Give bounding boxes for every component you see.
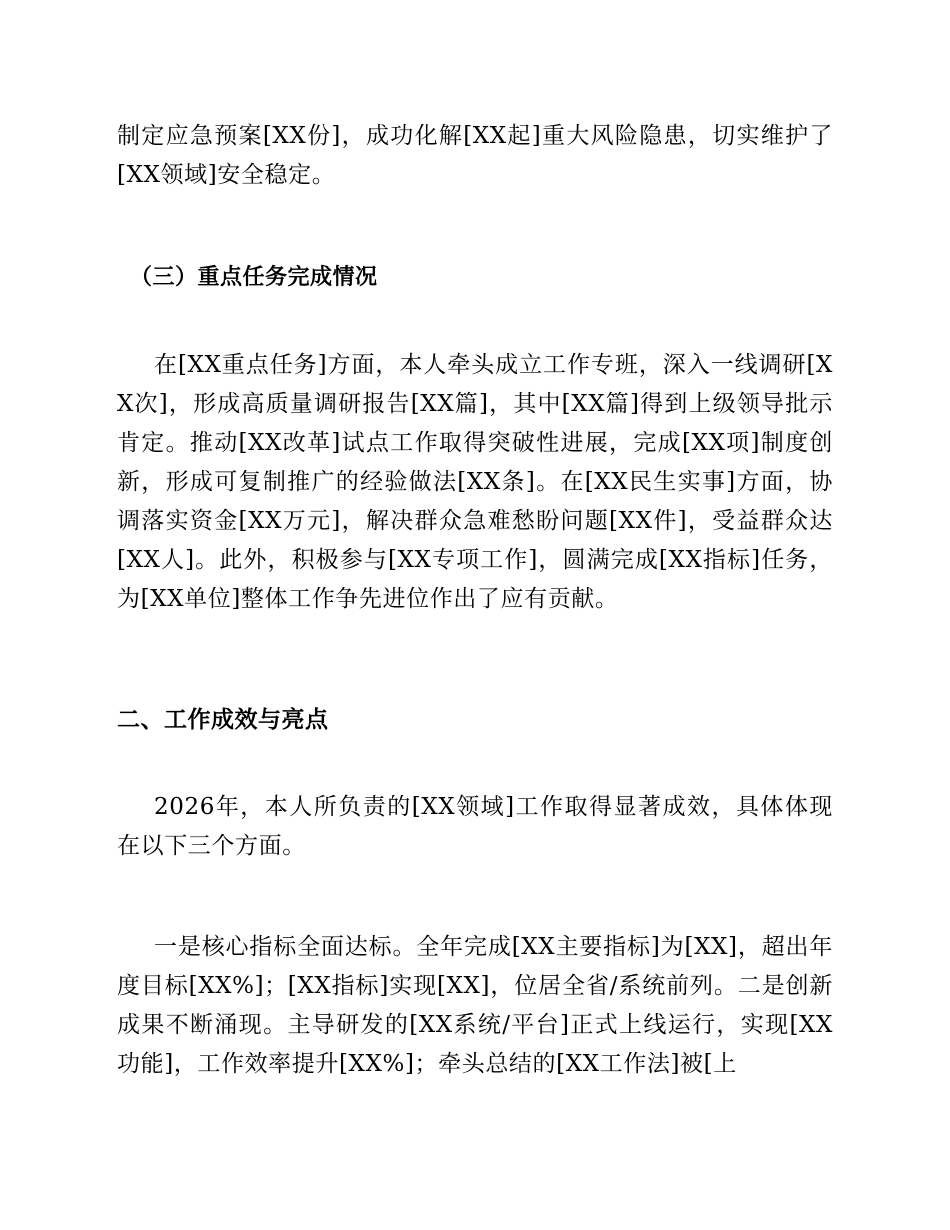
results-detail-paragraph: 一是核心指标全面达标。全年完成[XX主要指标]为[XX]，超出年度目标[XX%]；[XX指标]实现[XX]，位居全省/系统前列。二是创新成果不断涌现。主导研发的[XX系统/平台]正式上线运行，实现[XX功能]，工作效率提升[XX%]；牵头总结的[XX工作法]被[上 [117, 934, 833, 1077]
continued-paragraph: 制定应急预案[XX份]，成功化解[XX起]重大风险隐患，切实维护了[XX领域]安全稳定。 [117, 123, 833, 188]
results-intro-paragraph: 2026年，本人所负责的[XX领域]工作取得显著成效，具体体现在以下三个方面。 [117, 794, 833, 859]
task-completion-paragraph: 在[XX重点任务]方面，本人牵头成立工作专班，深入一线调研[XX次]，形成高质量调研报告[XX篇]，其中[XX篇]得到上级领导批示肯定。推动[XX改革]试点工作取得突破性进展，完成[XX项]制度创新，形成可复制推广的经验做法[XX条]。在[XX民生实事]方面，协调落实资金[XX万元]，解决群众急难愁盼问题[XX件]，受益群众达[XX人]。此外，积极参与[XX专项工作]，圆满完成[XX指标]任务，为[XX单位]整体工作争先进位作出了应有贡献。 [117, 352, 833, 612]
section-heading-results: 二、工作成效与亮点 [117, 707, 329, 733]
subheading-key-tasks: （三）重点任务完成情况 [130, 265, 378, 290]
